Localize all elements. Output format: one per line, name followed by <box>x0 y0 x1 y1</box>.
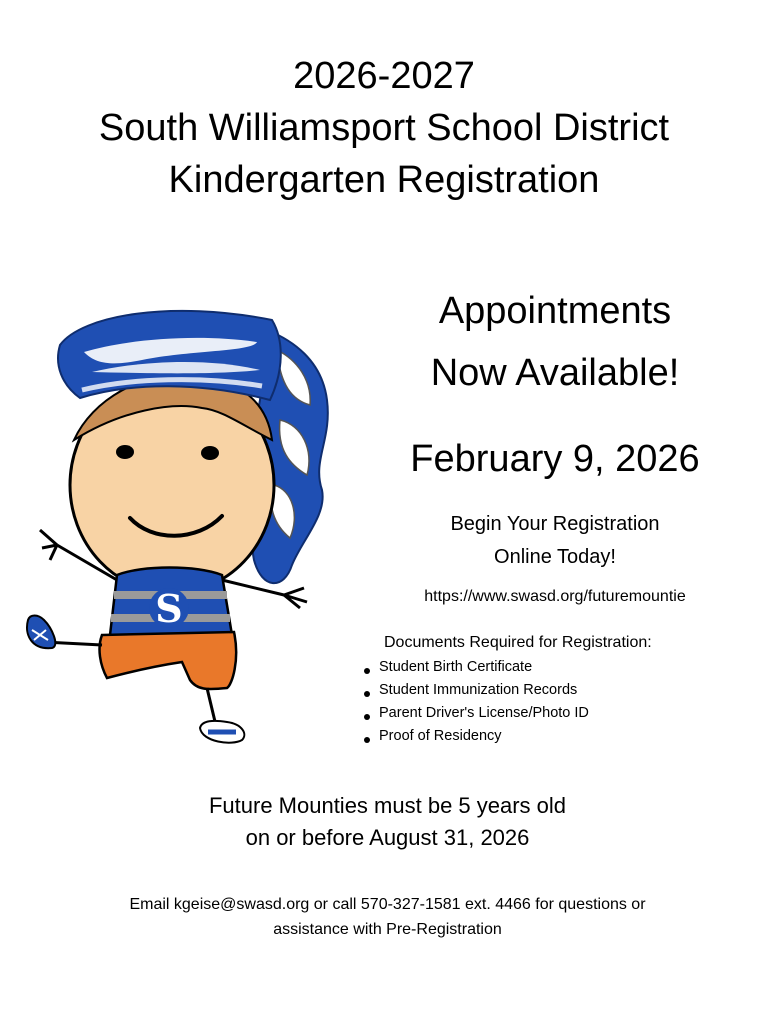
title-program: Kindergarten Registration <box>168 159 600 201</box>
bullet-icon <box>364 691 370 697</box>
left-shoe <box>27 616 55 649</box>
list-item: Parent Driver's License/Photo ID <box>364 702 764 725</box>
list-item: Proof of Residency <box>364 725 764 748</box>
bullet-icon <box>364 668 370 674</box>
shirt-letter: S <box>155 586 183 631</box>
contact-line2: assistance with Pre-Registration <box>273 921 502 938</box>
age-requirement-line2: on or before August 31, 2026 <box>245 825 530 850</box>
bullet-icon <box>364 714 370 720</box>
mascot-illustration <box>22 290 352 760</box>
age-requirement-line1: Future Mounties must be 5 years old <box>208 793 567 818</box>
title-district: South Williamsport School District <box>98 107 670 149</box>
now-available-heading: Now Available! <box>430 352 680 394</box>
documents-list <box>364 656 764 748</box>
mascot-hat <box>58 311 281 400</box>
documents-section <box>364 632 764 748</box>
begin-registration-text: Begin Your Registration <box>450 513 660 535</box>
flyer-title <box>0 50 768 206</box>
contact-info <box>0 892 768 942</box>
title-year: 2026-2027 <box>293 55 475 97</box>
registration-url-link[interactable]: https://www.swasd.org/futuremountie <box>424 588 686 605</box>
announcement-block <box>360 280 750 608</box>
list-item: Student Birth Certificate <box>364 656 764 679</box>
online-today-text: Online Today! <box>494 546 616 568</box>
documents-title: Documents Required for Registration: <box>384 634 652 651</box>
registration-date: February 9, 2026 <box>410 438 700 480</box>
appointments-heading: Appointments <box>438 290 672 332</box>
right-shoe <box>200 721 244 743</box>
list-item: Student Immunization Records <box>364 679 764 702</box>
mascot-shorts <box>100 632 237 689</box>
age-requirement <box>0 790 768 854</box>
bullet-icon <box>364 737 370 743</box>
contact-line1: Email kgeise@swasd.org or call 570-327-1581 ext. 4466 for questions or <box>129 896 646 913</box>
mascot-head <box>70 374 274 593</box>
